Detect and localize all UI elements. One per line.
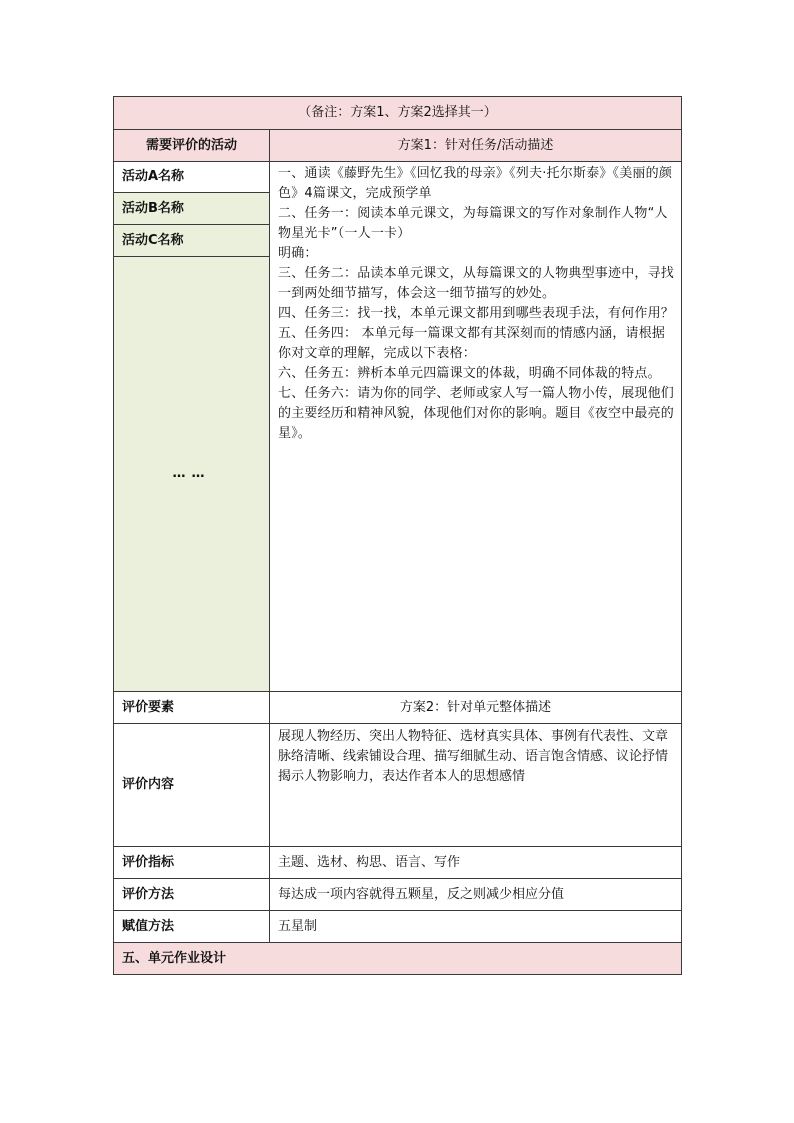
eval-method-value: 每达成一项内容就得五颗星，反之则减少相应分值	[270, 879, 682, 911]
eval-content-value: 展现人物经历、突出人物特征、选材真实具体、事例有代表性、文章脉络清晰、线索铺设合理、描写细腻生动、语言饱含情感、议论抒情揭示人物影响力，表达作者本人的思想感情	[270, 724, 682, 847]
eval-indicator-value: 主题、选材、构思、语言、写作	[270, 847, 682, 879]
section-unit-homework: 五、单元作业设计	[114, 943, 682, 975]
evaluation-table	[113, 96, 682, 975]
task-line: 明确：	[278, 246, 318, 261]
plan2-label: 评价要素	[114, 692, 270, 724]
activity-header: 需要评价的活动	[114, 130, 270, 162]
scoring-method-value: 五星制	[270, 911, 682, 943]
eval-content-label: 评价内容	[114, 724, 270, 847]
activity-c-name: 活动C名称	[114, 225, 270, 257]
plan1-header: 方案1：针对任务/活动描述	[270, 130, 682, 162]
task-line: 二、任务一：阅读本单元课文，为每篇课文的写作对象制作人物“人物星光卡”（一人一卡）	[278, 206, 668, 241]
activity-a-name: 活动A名称	[114, 162, 270, 193]
task-line: 四、任务三：找一找，本单元课文都用到哪些表现手法，有何作用？	[278, 306, 675, 321]
task-line: 五、任务四： 本单元每一篇课文都有其深刻而的情感内涵，请根据你对文章的理解，完成以下表格：	[278, 326, 666, 361]
eval-method-label: 评价方法	[114, 879, 270, 911]
plan2-header: 方案2：针对单元整体描述	[270, 692, 682, 724]
task-line: 一、通读《藤野先生》《回忆我的母亲》《列夫·托尔斯泰》《美丽的颜色》4篇课文，完成预学单	[278, 166, 673, 201]
more-activities-ellipsis: ……	[114, 257, 270, 692]
scoring-method-label: 赋值方法	[114, 911, 270, 943]
task-line: 三、任务二：品读本单元课文，从每篇课文的人物典型事迹中，寻找一到两处细节描写，体会这一细节描写的妙处。	[278, 266, 675, 301]
eval-indicator-label: 评价指标	[114, 847, 270, 879]
task-line: 六、任务五：辨析本单元四篇课文的体裁，明确不同体裁的特点。	[278, 366, 661, 381]
task-line: 七、任务六：请为你的同学、老师或家人写一篇人物小传，展现他们的主要经历和精神风貌，体现他们对你的影响。题目《夜空中最亮的星》。	[278, 386, 675, 441]
note-cell: （备注：方案1、方案2选择其一）	[114, 97, 682, 130]
plan1-tasks	[270, 162, 682, 692]
activity-b-name: 活动B名称	[114, 193, 270, 225]
